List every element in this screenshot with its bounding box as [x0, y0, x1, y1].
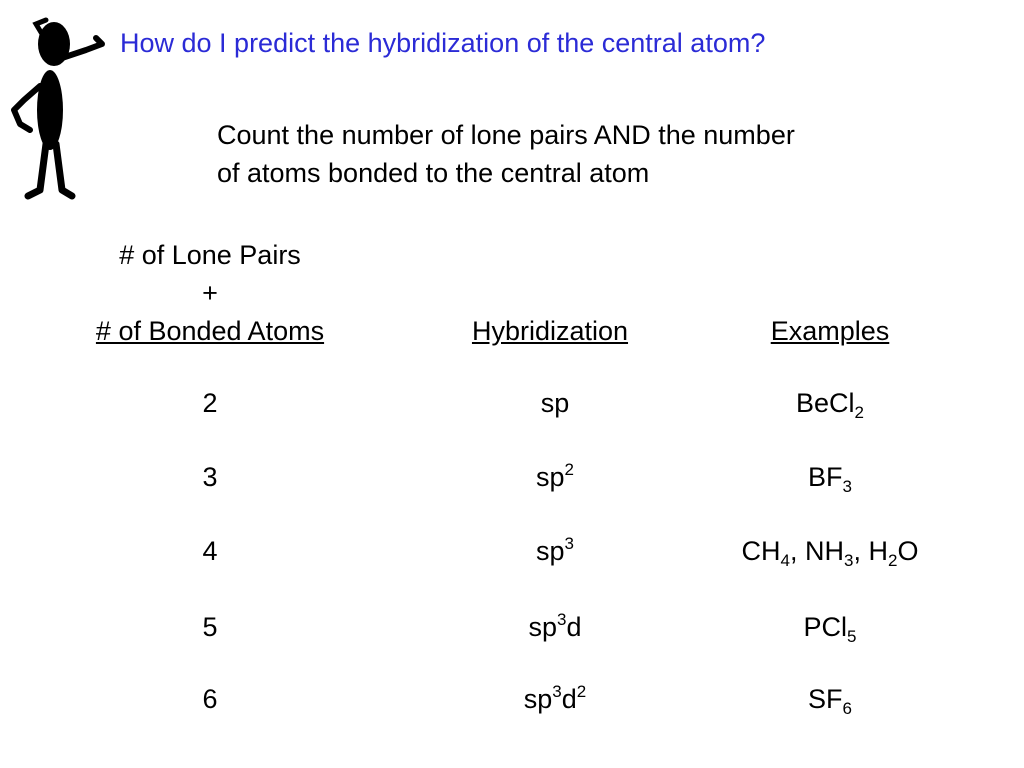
- cell-hybridization: [460, 388, 650, 419]
- formula-part: SF: [808, 684, 843, 714]
- cell-examples: [690, 388, 970, 422]
- cell-count: 2: [202, 388, 218, 418]
- formula-part: , NH: [790, 536, 844, 566]
- cell-count: 3: [202, 462, 218, 492]
- header-col1-line3: # of Bonded Atoms: [95, 316, 325, 346]
- formula-part: 2: [887, 551, 898, 570]
- intro-line-1: Count the number of lone pairs AND the number: [217, 120, 795, 150]
- header-col1-line2: +: [202, 278, 218, 308]
- formula-part: BeCl: [796, 388, 855, 418]
- cell-examples: [690, 536, 970, 570]
- formula-part: 3: [564, 534, 574, 553]
- formula-part: PCl: [803, 612, 848, 642]
- formula-part: 3: [552, 682, 562, 701]
- header-col3-label: Examples: [770, 316, 890, 346]
- formula-part: sp: [540, 388, 570, 418]
- header-examples: [730, 316, 930, 347]
- cell-hybridization: [460, 684, 650, 715]
- formula-part: 3: [842, 477, 852, 496]
- formula-part: 3: [844, 551, 854, 570]
- formula-part: 4: [780, 551, 790, 570]
- intro-text: [217, 116, 795, 192]
- header-lone-pairs-bonded-atoms: [60, 236, 360, 350]
- slide-title: How do I predict the hybridization of the central atom?: [120, 28, 766, 58]
- formula-part: 2: [854, 403, 864, 422]
- cell-count: 4: [202, 536, 218, 566]
- formula-part: sp: [523, 684, 553, 714]
- formula-part: , H: [853, 536, 888, 566]
- cell-count: 6: [202, 684, 218, 714]
- formula-part: 2: [564, 460, 574, 479]
- formula-part: d: [566, 612, 582, 642]
- intro-line-2: of atoms bonded to the central atom: [217, 158, 650, 188]
- formula-part: sp: [528, 612, 558, 642]
- header-col1-line1: # of Lone Pairs: [119, 240, 301, 270]
- cell-count: 5: [202, 612, 218, 642]
- cell-examples: [690, 612, 970, 646]
- cell-hybridization: [460, 612, 650, 643]
- formula-part: sp: [536, 536, 565, 566]
- formula-part: CH: [741, 536, 781, 566]
- formula-part: O: [897, 536, 919, 566]
- header-col2-label: Hybridization: [471, 316, 629, 346]
- formula-part: 2: [576, 682, 587, 701]
- formula-part: 3: [557, 610, 567, 629]
- cell-examples: [690, 684, 970, 718]
- formula-part: BF: [808, 462, 843, 492]
- formula-part: d: [561, 684, 577, 714]
- thinking-stick-figure-icon: [6, 14, 110, 200]
- formula-part: 5: [847, 627, 857, 646]
- cell-hybridization: [460, 462, 650, 493]
- header-hybridization: [440, 316, 660, 347]
- cell-examples: [690, 462, 970, 496]
- cell-hybridization: [460, 536, 650, 567]
- formula-part: 6: [842, 699, 852, 718]
- formula-part: sp: [536, 462, 565, 492]
